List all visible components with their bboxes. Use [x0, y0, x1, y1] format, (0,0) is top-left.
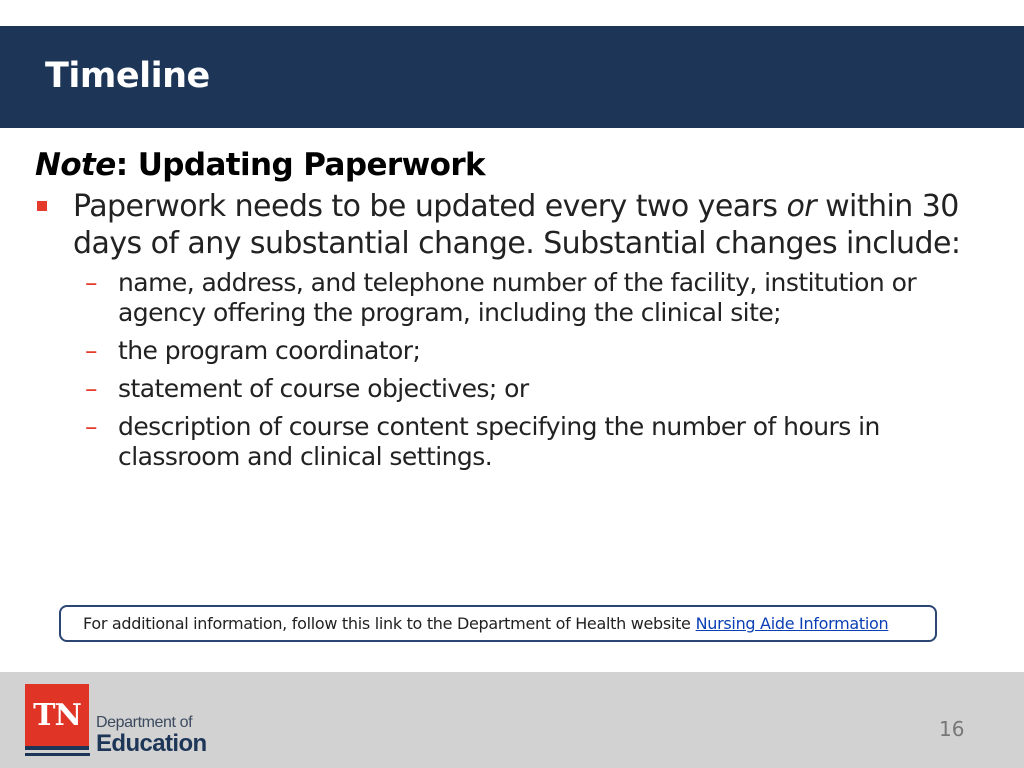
- slide-content: [35, 146, 995, 480]
- note-separator: :: [115, 147, 128, 183]
- footer: [0, 672, 1024, 768]
- bullet-text-after: within 30 days of any substantial change. Substantial changes include:: [73, 189, 961, 261]
- dash-icon: –: [85, 336, 98, 365]
- page-number: 16: [939, 717, 965, 741]
- dash-icon: –: [85, 374, 98, 403]
- sub-item-text: name, address, and telephone number of the facility, institution or agency offering the program, including the clinical site;: [118, 268, 917, 327]
- dash-icon: –: [85, 268, 98, 297]
- logo-education-text: Education: [96, 730, 207, 757]
- bullet-text: [73, 188, 995, 262]
- note-heading: [35, 146, 995, 184]
- tn-logo: [25, 684, 89, 750]
- logo-department-text: Department of: [96, 714, 193, 731]
- list-item: [73, 412, 995, 472]
- slide-title: Timeline: [45, 56, 210, 96]
- main-bullet: [35, 188, 995, 262]
- list-item: [73, 268, 995, 328]
- bullet-square-icon: [37, 201, 47, 211]
- sub-list: [35, 268, 995, 472]
- info-callout: [59, 605, 937, 642]
- nursing-aide-info-link[interactable]: Nursing Aide Information: [695, 614, 889, 633]
- list-item: [73, 336, 995, 366]
- note-heading-text: Updating Paperwork: [137, 147, 486, 183]
- bullet-emphasis: or: [786, 189, 817, 224]
- tn-logo-text: TN: [33, 697, 81, 733]
- bullet-text-before: Paperwork needs to be updated every two years: [73, 189, 787, 224]
- list-item: [73, 374, 995, 404]
- sub-item-text: description of course content specifying the number of hours in classroom and clinical settings.: [118, 412, 880, 471]
- info-text: For additional information, follow this link to the Department of Health website: [83, 614, 691, 633]
- sub-item-text: the program coordinator;: [118, 336, 421, 365]
- logo-underline: [25, 753, 90, 756]
- note-label: Note: [35, 147, 116, 183]
- dash-icon: –: [85, 412, 98, 441]
- sub-item-text: statement of course objectives; or: [118, 374, 529, 403]
